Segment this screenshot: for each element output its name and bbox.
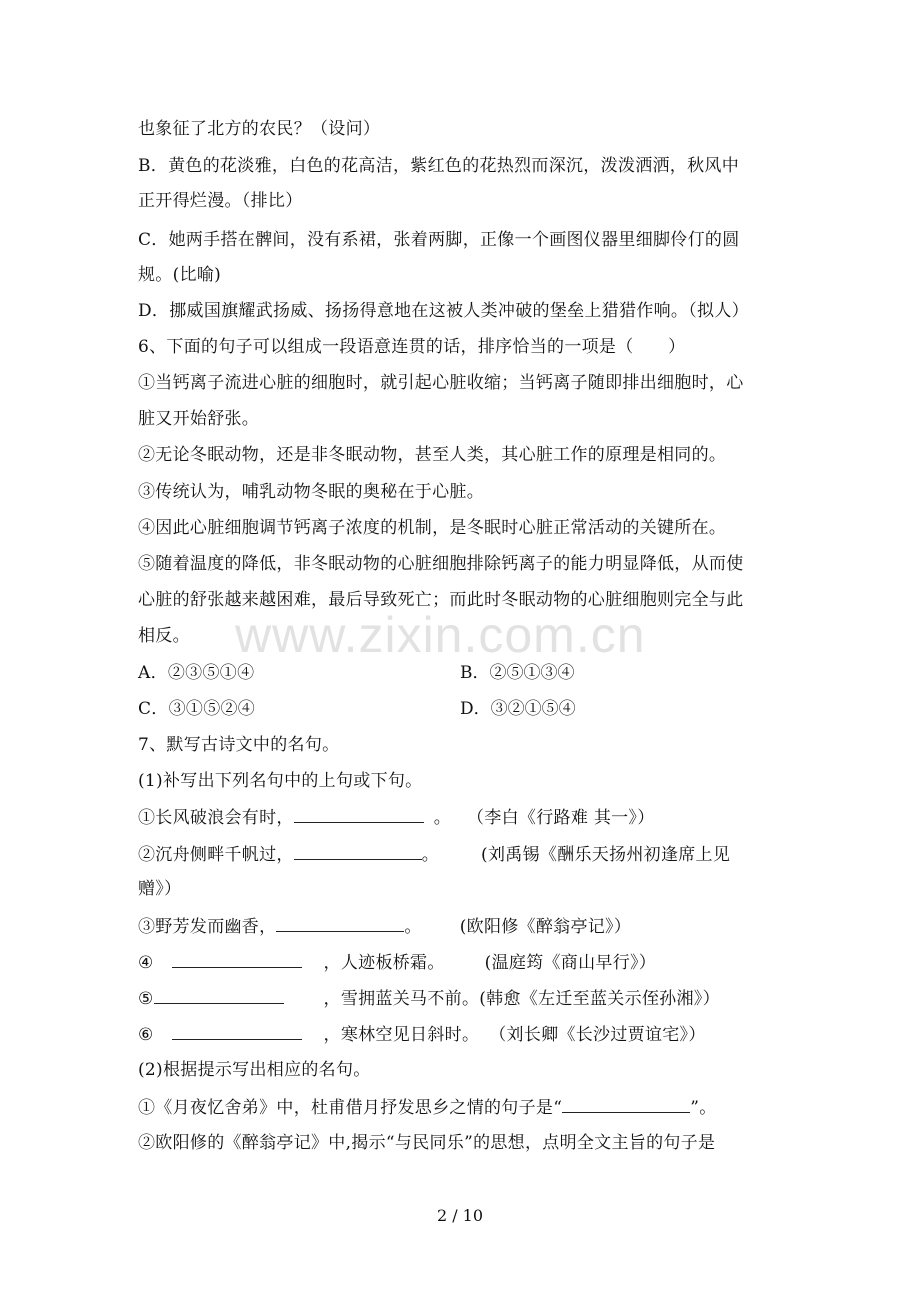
option-d: D．③②①⑤④ — [460, 699, 576, 719]
text-line: C．她两手搭在髀间，没有系裙，张着两脚，正像一个画图仪器里细脚伶仃的圆 — [138, 230, 740, 250]
text-line: 脏又开始舒张。 — [138, 409, 260, 429]
text-line: ②无论冬眠动物，还是非冬眠动物，甚至人类，其心脏工作的原理是相同的。 — [138, 445, 727, 465]
answer-blank[interactable] — [276, 915, 404, 932]
text-line: 心脏的舒张越来越困难，最后导致死亡；而此时冬眠动物的心脏细胞则完全与此 — [138, 590, 744, 610]
answer-blank[interactable] — [154, 987, 284, 1004]
subquestion-1: (1)补写出下列名句中的上句或下句。 — [138, 771, 423, 791]
answer-blank[interactable] — [172, 1023, 302, 1040]
prompt-item-2: ②欧阳修的《醉翁亭记》中,揭示“与民同乐”的思想，点明全文主旨的句子是 — [138, 1133, 716, 1153]
prompt-item-1: ①《月夜忆舍弟》中，杜甫借月抒发思乡之情的句子是“ ”。 — [138, 1098, 717, 1118]
poem-item-3: ③野芳发而幽香， 。 (欧阳修《醉翁亭记》） — [138, 917, 632, 937]
text-line: D．挪威国旗耀武扬威、扬扬得意地在这被人类冲破的堡垒上猎猎作响。（拟人） — [138, 301, 749, 321]
question-6-title: 6、下面的句子可以组成一段语意连贯的话，排序恰当的一项是（ ） — [138, 337, 686, 357]
answer-blank[interactable] — [562, 1096, 690, 1113]
text-line: ③传统认为，哺乳动物冬眠的奥秘在于心脏。 — [138, 482, 484, 502]
page-number: 2 / 10 — [436, 1206, 484, 1225]
text-line: 赠》） — [138, 879, 182, 899]
text-line: ④因此心脏细胞调节钙离子浓度的机制，是冬眠时心脏正常活动的关键所在。 — [138, 518, 727, 538]
poem-item-6: ⑥ ，寒林空见日斜时。 （刘长卿《长沙过贾谊宅》） — [138, 1025, 706, 1045]
text-line: ①当钙离子流进心脏的细胞时，就引起心脏收缩；当钙离子随即排出细胞时，心 — [138, 373, 744, 393]
text-line: 相反。 — [138, 626, 190, 646]
text-line: B．黄色的花淡雅，白色的花高洁，紫红色的花热烈而深沉，泼泼洒洒，秋风中 — [138, 156, 739, 176]
option-a: A．②③⑤①④ — [138, 663, 255, 683]
answer-blank[interactable] — [172, 951, 302, 968]
answer-blank[interactable] — [294, 806, 424, 823]
text-line: ⑤随着温度的降低，非冬眠动物的心脏细胞排除钙离子的能力明显降低，从而使 — [138, 554, 744, 574]
text-line: 正开得烂漫。（排比） — [138, 191, 303, 211]
poem-item-5: ⑤ ，雪拥蓝关马不前。(韩愈《左迁至蓝关示侄孙湘》） — [138, 989, 720, 1009]
text-line: 规。(比喻) — [138, 265, 222, 285]
option-c: C．③①⑤②④ — [138, 699, 256, 719]
text-line: 也象征了北方的农民？（设问） — [138, 119, 381, 139]
option-b: B．②⑤①③④ — [460, 663, 575, 683]
answer-blank[interactable] — [294, 843, 422, 860]
subquestion-2: (2)根据提示写出相应的名句。 — [138, 1060, 371, 1080]
watermark: www.zixin.com.cn — [235, 607, 646, 663]
poem-item-4: ④ ，人迹板桥霜。 (温庭筠《商山早行》） — [138, 953, 657, 973]
question-7-title: 7、默写古诗文中的名句。 — [138, 735, 340, 755]
poem-item-2: ②沉舟侧畔千帆过， 。 (刘禹锡《酬乐天扬州初逢席上见 — [138, 845, 731, 865]
poem-item-1: ①长风破浪会有时， 。 （李白《行路难 其一》） — [138, 808, 655, 828]
